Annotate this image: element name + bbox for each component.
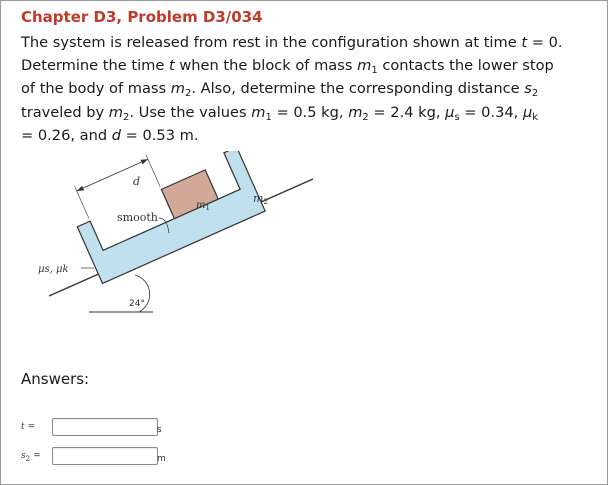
text: . Also, determine the corresponding distance — [191, 80, 525, 98]
subscript: k — [532, 111, 539, 123]
answers-heading: Answers: — [21, 370, 90, 388]
dimension-d-tick-right — [146, 155, 160, 187]
var-m: m — [251, 103, 266, 121]
subscript: 1 — [265, 111, 272, 123]
problem-figure — [1, 151, 608, 331]
body-m2 — [74, 151, 268, 283]
label-m2 — [253, 192, 268, 206]
unit-meters: m — [157, 454, 166, 464]
subscript: s — [454, 111, 460, 123]
text: of the body of mass — [21, 80, 171, 98]
label-smooth: smooth — [117, 211, 158, 224]
label-m2-sub: 2 — [263, 198, 268, 206]
answer-input-t[interactable] — [52, 418, 158, 436]
var-m: m — [348, 103, 363, 121]
line-2 — [21, 57, 554, 77]
text: = 0.26, and — [21, 126, 112, 144]
label-d: d — [133, 175, 141, 188]
text: The system is released from rest in the configuration shown at time — [21, 34, 522, 51]
line-5 — [21, 127, 199, 144]
text: = 0.53 m. — [121, 126, 199, 144]
equals: = — [27, 422, 36, 432]
subscript: 2 — [362, 111, 369, 123]
text: = 2.4 kg, — [368, 103, 446, 121]
line-4 — [21, 104, 538, 121]
angle-label: 24° — [129, 299, 145, 309]
var-m: m — [357, 57, 372, 75]
var-d: d — [111, 126, 121, 144]
subscript: 2 — [184, 88, 192, 100]
text: contacts the lower stop — [377, 57, 554, 75]
text: . Use the values — [129, 103, 252, 121]
text: = 0.34, — [459, 103, 523, 121]
var-t: t — [21, 422, 25, 432]
subscript: 2 — [122, 111, 130, 123]
unit-seconds: s — [157, 425, 162, 435]
text: traveled by — [21, 103, 109, 121]
text: Determine the time — [21, 57, 169, 75]
label-m1-sub: 1 — [205, 204, 210, 212]
text: = 0.5 kg, — [271, 103, 349, 121]
var-mu: μ — [522, 103, 533, 121]
problem-title: Chapter D3, Problem D3/034 — [21, 8, 263, 26]
label-friction: μs, μk — [38, 264, 69, 275]
var-t: t — [521, 34, 528, 51]
answer-input-s2[interactable] — [52, 447, 158, 465]
dimension-d-tick-left — [75, 186, 89, 218]
line-1 — [21, 34, 563, 51]
var-s: s — [524, 80, 532, 98]
line-3 — [21, 80, 539, 100]
var-m: m — [108, 103, 123, 121]
subscript: 2 — [25, 454, 31, 463]
label-m1-letter: m — [196, 200, 206, 211]
var-s: s — [21, 451, 26, 461]
var-m: m — [170, 80, 185, 98]
label-m2-letter: m — [253, 192, 264, 205]
text: when the block of mass — [174, 57, 358, 75]
subscript: 1 — [371, 65, 378, 77]
var-t: t — [169, 57, 175, 75]
subscript: 2 — [531, 88, 539, 100]
text: = 0. — [527, 34, 563, 51]
equals: = — [33, 451, 41, 461]
problem-statement — [21, 31, 601, 147]
var-mu: μ — [445, 103, 455, 121]
